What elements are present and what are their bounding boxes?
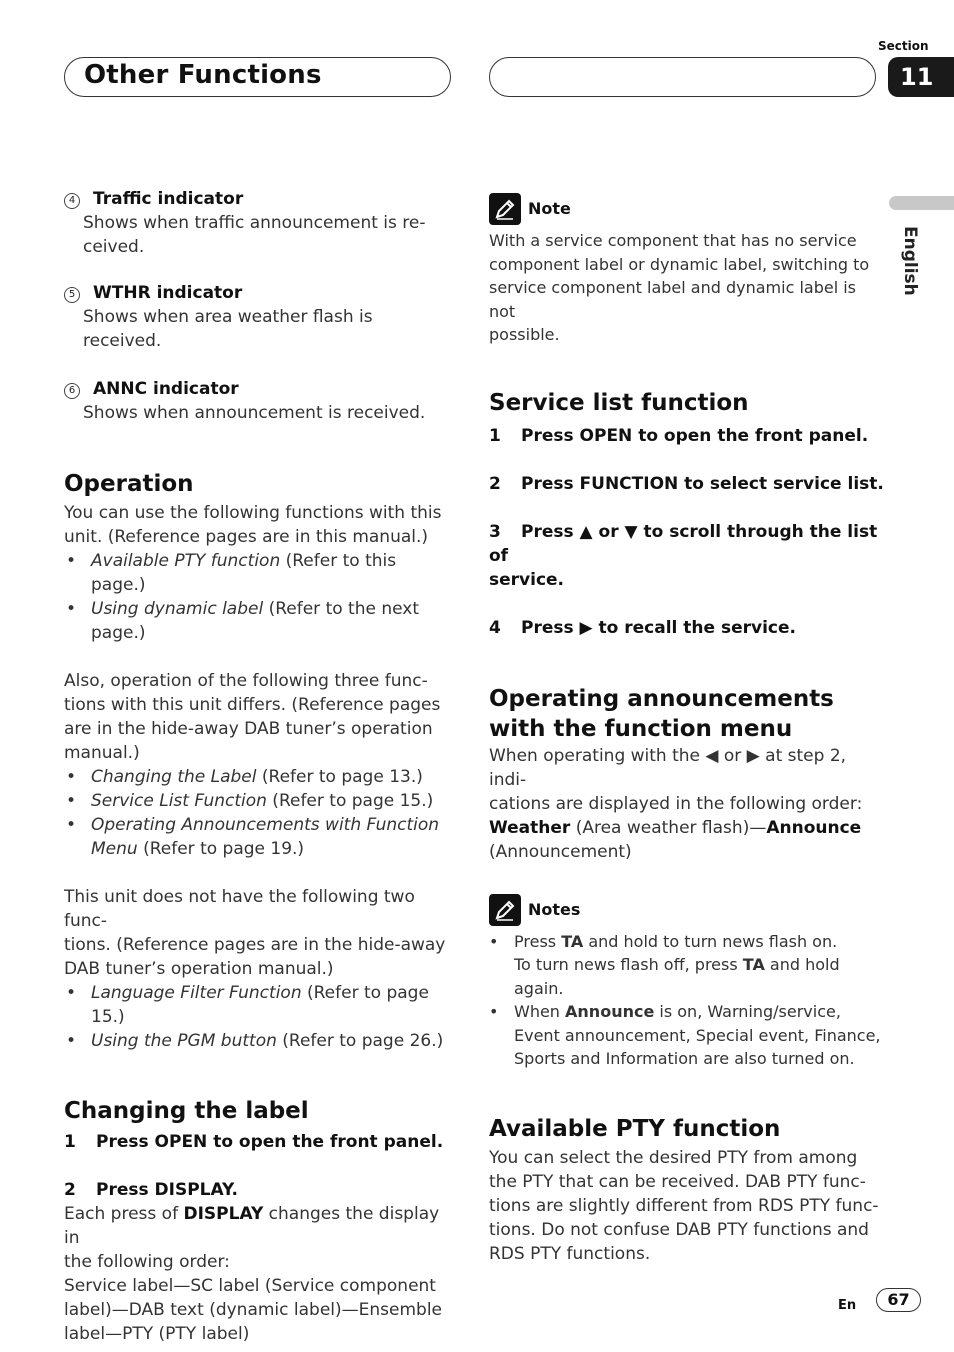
- list-item: • When Announce is on, Warning/service, Event announcement, Special event, Finance, Sports and Information are also turned on.: [489, 1002, 881, 1068]
- section-label: Section: [878, 39, 929, 53]
- operation-intro-cont: unit. (Reference pages are in this manual.): [64, 527, 429, 547]
- changing-label-heading: Changing the label: [64, 1098, 309, 1124]
- indicator-4-desc: Shows when traffic announcement is re-: [83, 213, 426, 233]
- note-text-2: component label or dynamic label, switching to: [489, 254, 870, 274]
- changing-step-1: 1 Press OPEN to open the front panel.: [64, 1132, 444, 1152]
- service-step-2: 2 Press FUNCTION to select service list.: [489, 473, 884, 494]
- pty-body-5: RDS PTY functions.: [489, 1243, 651, 1264]
- pencil-note-icon: [489, 193, 521, 225]
- note-header: [489, 193, 884, 225]
- indicator-5-desc: Shows when area weather flash is received.: [83, 307, 373, 351]
- operation-not-2: tions. (Reference pages are in the hide-away: [64, 935, 446, 955]
- operation-not: This unit does not have the following two func-: [64, 887, 415, 931]
- announcements-heading: Operating announcements: [489, 685, 834, 712]
- service-step-3-cont: service.: [489, 569, 565, 590]
- list-item: • Using dynamic label (Refer to the next page.): [66, 599, 420, 643]
- changing-body-4: label)—DAB text (dynamic label)—Ensemble: [64, 1300, 443, 1320]
- list-item: • Operating Announcements with Function Menu (Refer to page 19.): [66, 815, 440, 859]
- notes-header: [489, 894, 884, 926]
- list-item: • Available PTY function (Refer to this page.): [66, 551, 397, 595]
- announcements-body-4: (Announcement): [489, 841, 632, 862]
- language-tab-marker: [889, 196, 954, 210]
- pty-body-2: the PTY that can be received. DAB PTY func-: [489, 1171, 866, 1192]
- announcements-heading-cont: with the function menu: [489, 715, 793, 742]
- announcements-body: When operating with the ◀ or ▶ at step 2, indi-: [489, 745, 847, 790]
- header-empty-frame: [489, 57, 876, 97]
- indicator-4-title: 4 Traffic indicator: [64, 187, 454, 211]
- page-title: Other Functions: [84, 60, 322, 90]
- service-step-3: 3 Press ▲ or ▼ to scroll through the list of: [489, 521, 878, 566]
- pty-body: You can select the desired PTY from among: [489, 1147, 858, 1168]
- right-column: [489, 193, 884, 1266]
- changing-body-5: label—PTY (PTY label): [64, 1324, 250, 1344]
- list-item: • Language Filter Function (Refer to page 15.): [66, 983, 429, 1027]
- operation-also-4: manual.): [64, 743, 140, 763]
- indicator-6-title: 6 ANNC indicator: [64, 377, 454, 401]
- operation-not-3: DAB tuner’s operation manual.): [64, 959, 334, 979]
- language-tab: English: [900, 226, 920, 296]
- left-column: [64, 187, 454, 1346]
- list-item: • Using the PGM button (Refer to page 26.): [66, 1031, 444, 1051]
- changing-body: Each press of DISPLAY changes the display in: [64, 1204, 440, 1248]
- announcements-body-2: cations are displayed in the following order:: [489, 793, 863, 814]
- list-item: • Press TA and hold to turn news flash on. To turn news flash off, press TA and hold again.: [489, 931, 840, 998]
- pty-body-4: tions. Do not confuse DAB PTY functions and: [489, 1219, 869, 1240]
- note-text-4: possible.: [489, 325, 560, 344]
- indicator-6-desc: Shows when announcement is received.: [83, 403, 426, 423]
- operation-also: Also, operation of the following three func-: [64, 671, 428, 691]
- note-text: With a service component that has no service: [489, 231, 857, 250]
- service-step-1: 1 Press OPEN to open the front panel.: [489, 425, 869, 446]
- operation-intro: You can use the following functions with this: [64, 503, 442, 523]
- operation-heading: Operation: [64, 471, 194, 497]
- operation-also-2: tions with this unit differs. (Reference pages: [64, 695, 441, 715]
- pty-body-3: tions are slightly different from RDS PTY func-: [489, 1195, 879, 1216]
- changing-step-2: 2 Press DISPLAY.: [64, 1180, 238, 1200]
- pty-heading: Available PTY function: [489, 1115, 781, 1142]
- operation-also-3: are in the hide-away DAB tuner’s operation: [64, 719, 433, 739]
- service-step-4: 4 Press ▶ to recall the service.: [489, 617, 796, 638]
- pencil-note-icon: [489, 894, 521, 926]
- indicator-5-title: 5 WTHR indicator: [64, 281, 454, 305]
- changing-body-3: Service label—SC label (Service component: [64, 1276, 436, 1296]
- service-list-heading: Service list function: [489, 389, 749, 416]
- footer-language: En: [838, 1298, 857, 1313]
- note-text-3: service component label and dynamic label is not: [489, 278, 857, 321]
- notes-label: Notes: [528, 899, 581, 919]
- list-item: • Service List Function (Refer to page 15.): [66, 791, 434, 811]
- page-number: 67: [876, 1288, 921, 1312]
- changing-body-2: the following order:: [64, 1252, 230, 1272]
- note-label: Note: [528, 199, 571, 218]
- section-number: 11: [888, 57, 954, 97]
- indicator-4-desc-cont: ceived.: [83, 237, 145, 257]
- list-item: • Changing the Label (Refer to page 13.): [66, 767, 423, 787]
- announcements-order: Weather (Area weather flash)—Announce: [489, 817, 862, 838]
